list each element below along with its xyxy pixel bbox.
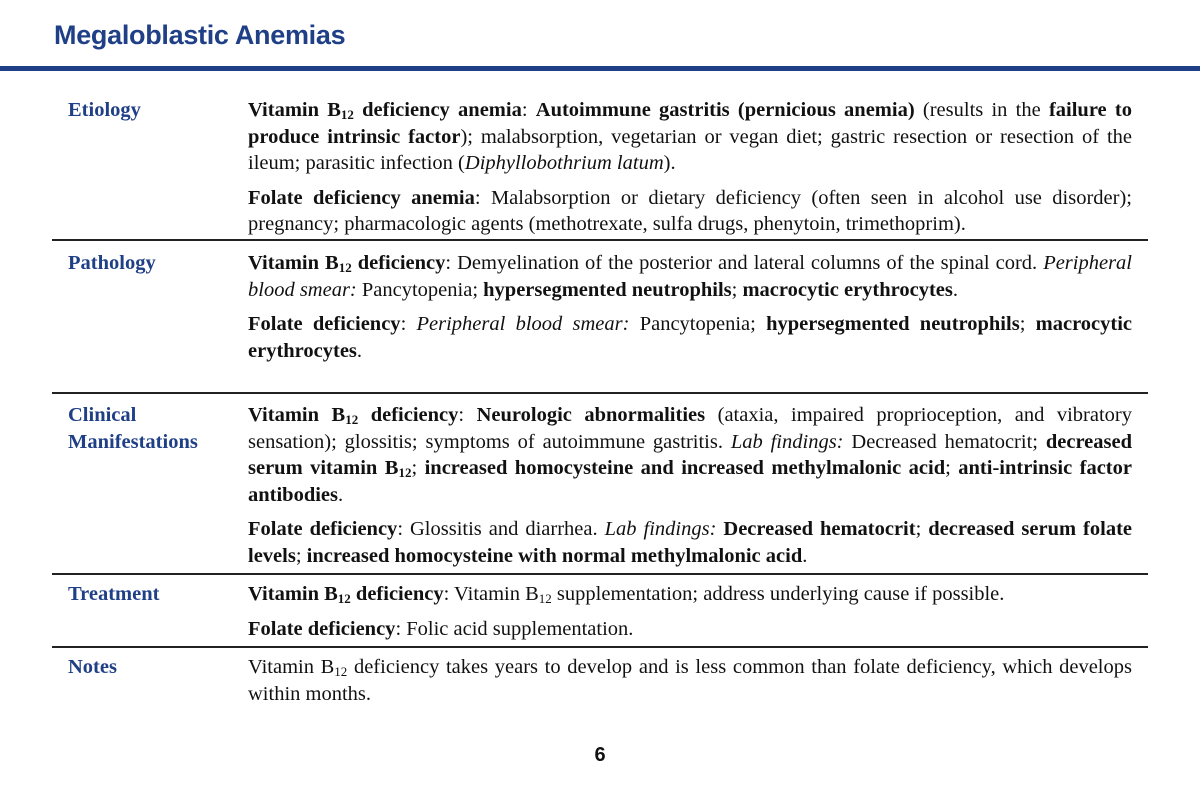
row-notes — [52, 654, 1148, 714]
text-run: deficiency anemia — [353, 99, 522, 121]
text-run: deficiency — [350, 583, 444, 605]
text-run: 12 — [398, 465, 412, 480]
row-paragraph — [248, 516, 1132, 569]
text-run: deficiency — [358, 404, 459, 426]
text-run: Folate deficiency — [248, 617, 396, 640]
text-run: 12 — [337, 591, 351, 606]
text-run: decreased serum vitamin B — [248, 430, 1132, 479]
text-run: . — [338, 483, 344, 506]
text-run: Pancytopenia; — [356, 278, 484, 301]
text-run: ; — [295, 544, 307, 567]
row-treatment — [52, 581, 1148, 648]
text-run: . — [952, 278, 958, 301]
text-run: Vitamin B — [248, 404, 346, 426]
text-run: 12 — [538, 591, 552, 606]
text-run: deficiency takes years to develop and is less common than folate deficiency, which develops within months. — [248, 656, 1132, 705]
row-clinical-manifestations — [52, 402, 1148, 575]
text-run: Folate deficiency anemia — [248, 186, 475, 209]
text-run: Peripheral blood smear: — [416, 313, 630, 335]
title-divider — [0, 66, 1200, 71]
text-run: Neurologic abnormalities — [476, 404, 706, 426]
row-paragraph — [248, 311, 1132, 364]
text-run: : Vitamin B — [443, 583, 539, 605]
text-run: increased homocysteine with normal methylmalonic acid — [306, 544, 803, 567]
text-run: Lab findings: — [730, 430, 844, 453]
text-run: : Glossitis and diarrhea. — [397, 518, 605, 540]
text-run: increased homocysteine and increased methylmalonic acid — [424, 457, 946, 479]
text-run: (ataxia, impaired proprioception, and vibratory sensation); glossitis; symptoms of autoimmune gastritis. — [248, 404, 1132, 453]
text-run: hypersegmented neutrophils — [483, 278, 732, 301]
row-content — [248, 654, 1132, 707]
row-paragraph — [248, 654, 1132, 707]
text-run: Peripheral blood smear: — [248, 252, 1133, 301]
row-heading: Treatment — [68, 583, 160, 605]
text-run: ). — [663, 152, 676, 174]
text-run: Vitamin B — [248, 99, 341, 121]
text-run: Folate deficiency — [248, 518, 398, 540]
row-paragraph — [248, 402, 1132, 508]
page-title: Megaloblastic Anemias — [54, 20, 346, 50]
row-heading: Etiology — [68, 99, 141, 121]
text-run: Vitamin B — [248, 252, 339, 274]
text-run: Vitamin B — [248, 583, 338, 605]
text-run: ; — [411, 457, 425, 479]
row-content — [248, 250, 1132, 364]
text-run: : Folic acid supplementation. — [395, 617, 634, 640]
text-run: Decreased hematocrit — [723, 518, 916, 540]
text-run: failure to produce intrinsic factor — [248, 99, 1132, 148]
row-paragraph — [248, 250, 1132, 303]
text-run: ); malabsorption, vegetarian or vegan diet; gastric resection or resection of the ileum; parasitic infection ( — [248, 125, 1132, 174]
text-run: Pancytopenia; — [629, 313, 767, 335]
text-run: Lab findings: — [604, 518, 717, 540]
text-run: 12 — [340, 107, 354, 122]
text-run: Decreased hematocrit; — [843, 430, 1046, 453]
row-paragraph — [248, 616, 1132, 643]
row-heading: Clinical Manifestations — [68, 404, 198, 453]
text-run: : Demyelination of the posterior and lateral columns of the spinal cord. — [445, 252, 1044, 274]
text-run: : — [458, 404, 477, 426]
text-run: macrocytic erythrocytes — [742, 278, 953, 301]
text-run: 12 — [334, 664, 348, 679]
text-run: . — [802, 544, 808, 567]
text-run: Vitamin B — [248, 656, 335, 678]
text-run: ; — [945, 457, 959, 479]
row-paragraph — [248, 185, 1132, 238]
text-run: 12 — [345, 412, 359, 427]
row-content — [248, 581, 1132, 642]
text-run: 12 — [338, 260, 352, 275]
row-paragraph — [248, 97, 1132, 177]
text-run: ; — [1019, 313, 1036, 335]
text-run: : Malabsorption or dietary deficiency (often seen in alcohol use disorder); pregnancy; pharmacologic agents (methotrexate, sulfa drugs, phenytoin, trimethoprim). — [248, 186, 1132, 235]
text-run: (results in the — [914, 99, 1049, 121]
text-run: ; — [915, 518, 929, 540]
row-heading: Pathology — [68, 252, 156, 274]
text-run: anti-intrinsic factor antibodies — [248, 457, 1132, 506]
text-run: hypersegmented neutrophils — [766, 313, 1020, 335]
text-run: macrocytic erythrocytes — [248, 313, 1133, 362]
text-run: Folate deficiency — [248, 313, 401, 335]
row-paragraph — [248, 581, 1132, 608]
row-etiology — [52, 97, 1148, 241]
text-run: Autoimmune gastritis (pernicious anemia) — [535, 99, 915, 121]
row-heading: Notes — [68, 656, 117, 678]
row-content — [248, 402, 1132, 569]
text-run: ; — [731, 278, 743, 301]
text-run: Diphyllobothrium latum — [464, 152, 664, 174]
text-run: supplementation; address underlying cause if possible. — [551, 583, 1005, 605]
page-number: 6 — [594, 744, 606, 766]
text-run: decreased serum folate levels — [248, 518, 1133, 567]
text-run: : — [521, 99, 536, 121]
text-run: : — [400, 313, 417, 335]
text-run: . — [356, 339, 363, 362]
text-run: deficiency — [351, 252, 446, 274]
row-pathology — [52, 250, 1148, 394]
row-content — [248, 97, 1132, 238]
